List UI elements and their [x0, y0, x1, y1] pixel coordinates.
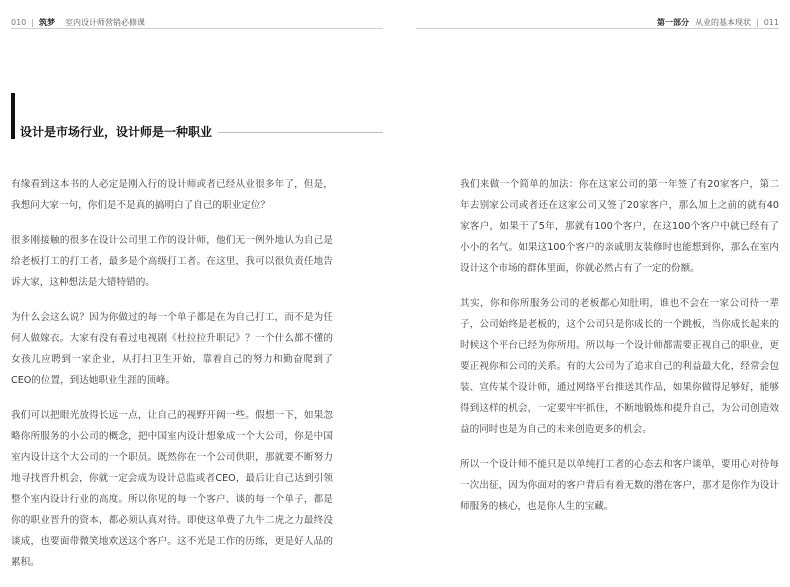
paragraph: 其实，你和你所服务公司的老板都心知肚明，谁也不会在一家公司待一辈子，公司始终是老板的，这个公司只是你成长的一个跳板，当你成长起来的时候这个平台已经为你所用。所以每一个设计师都需要正视自己的职业，更要正视你和公司的关系。有的大公司为了追求自己的利益最大化，经常会包装、宣传某个设计师，通过网络平台推送其作品，如果你做得足够好，能够得到这样的机会，一定要牢牢抓住，不断地锻炼和提升自己，为公司创造效益的同时也是为自己的未来创造更多的机会。 — [460, 298, 779, 435]
part-subtitle: 从业的基本现状 — [695, 18, 752, 27]
left-header-rule — [11, 28, 383, 29]
paragraph: 有缘看到这本书的人必定是刚入行的设计师或者已经从业很多年了，但是，我想问大家一句，你们是不是真的搞明白了自己的职业定位？ — [11, 179, 333, 211]
paragraph: 我们可以把眼光放得长远一点，让自己的视野开阔一些。假想一下，如果忽略你所服务的小公司的概念，把中国室内设计想象成一个大公司，你是中国室内设计这个大公司的一个职员。既然你在一个公司供职，那就要不断努力地寻找晋升机会，你就一定会成为设计总监或者CEO，最后让自己达到引领整个室内设计行业的高度。所以你见的每一个客户、谈的每一个单子，都是你的职业晋升的资本，都必须认真对待。即使这单费了九牛二虎之力最终没谈成，也要面带微笑地欢送这个客户。这不光是工作的历练，更是好人品的累积。 — [11, 410, 333, 568]
paragraph: 我们来做一个简单的加法：你在这家公司的第一年签了有20家客户，第二年去别家公司或者还在这家公司又签了20家客户，那么加上之前的就有40家客户，如果干了5年，那就有100个客户，在这100个客户中就已经有了小小的名气。如果这100个客户的亲戚朋友装修时也能想到你，那么在室内设计这个市场的群体里面，你就必然占有了一定的份额。 — [460, 179, 779, 274]
header-separator: | — [31, 18, 34, 27]
right-page-header — [657, 17, 779, 28]
paragraph: 所以一个设计师不能只是以单纯打工者的心态去和客户谈单，要用心对待每一次出征，因为你面对的客户背后有着无数的潜在客户，那才是你作为设计师服务的核心，也是你人生的宝藏。 — [460, 459, 779, 512]
right-page-number: 011 — [763, 18, 779, 27]
paragraph: 很多刚接触的很多在设计公司里工作的设计师，他们无一例外地认为自己是给老板打工的打工者，最多是个高级打工者。在这里，我可以很负责任地告诉大家，这种想法是大错特错的。 — [11, 235, 333, 288]
right-header-rule — [416, 28, 779, 29]
paragraph: 为什么会这么说？因为你做过的每一个单子都是在为自己打工，而不是为任何人做嫁衣。大家有没有看过电视剧《杜拉拉升职记》？一个什么都不懂的女孩儿应聘到一家企业，从打扫卫生开始，靠着自己的努力和勤奋爬到了CEO的位置，到达她职业生涯的顶峰。 — [11, 312, 333, 386]
left-header-tag: 筑梦 — [38, 18, 55, 27]
section-title: 设计是市场行业，设计师是一种职业 — [20, 125, 213, 139]
left-column — [11, 174, 333, 587]
book-title: 室内设计师营销必修课 — [64, 18, 145, 27]
right-column — [460, 174, 779, 531]
section-title-rule — [218, 132, 383, 133]
header-separator: | — [756, 18, 759, 27]
left-page-number: 010 — [11, 18, 27, 27]
part-label: 第一部分 — [657, 18, 690, 27]
left-page-header — [11, 17, 145, 28]
section-accent-bar — [11, 93, 15, 139]
